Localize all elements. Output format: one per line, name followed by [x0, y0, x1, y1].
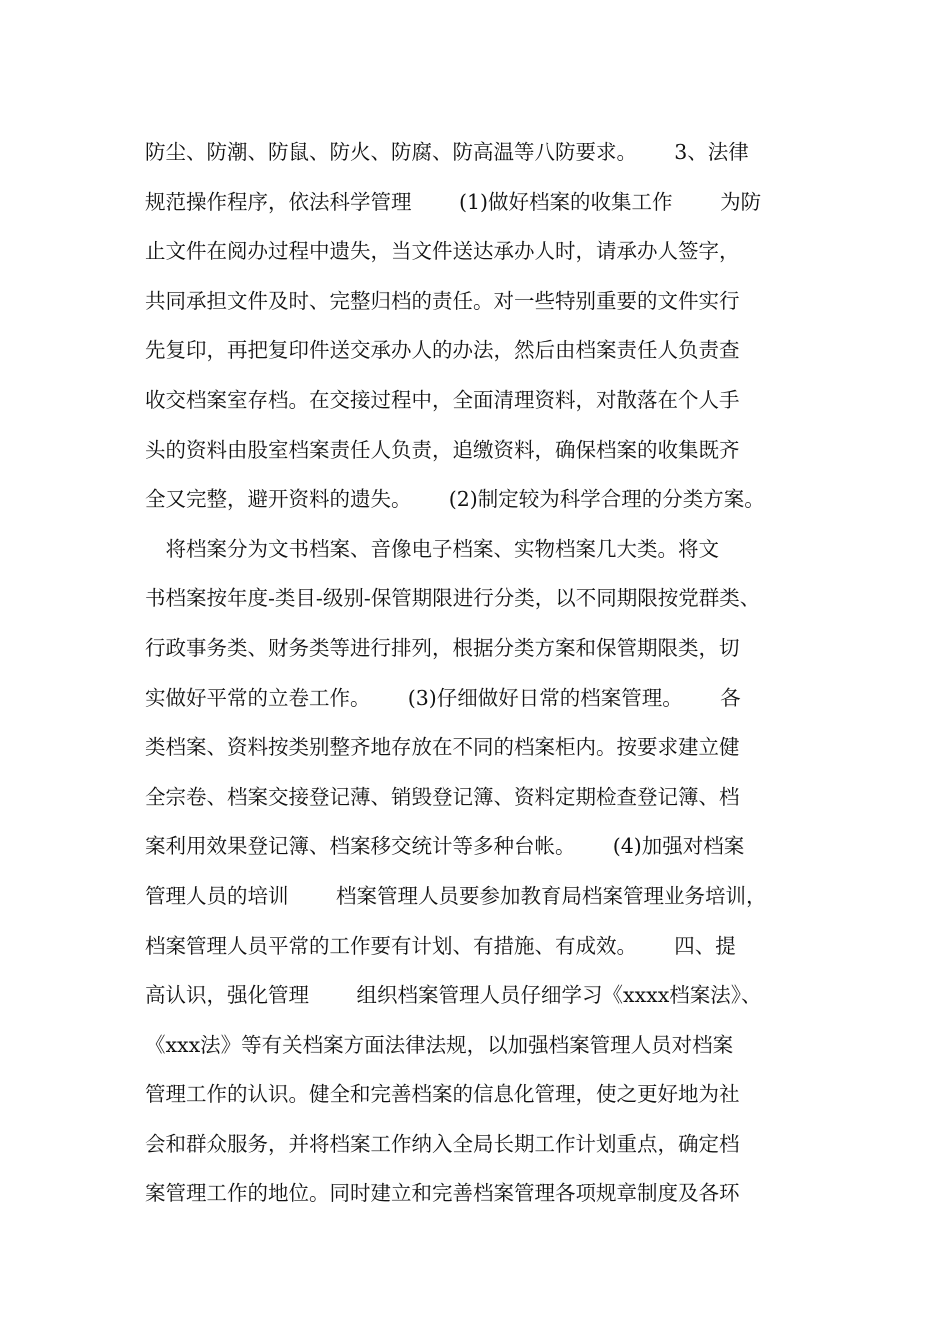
text-line-10: 书档案按年度-类目-级别-保管期限进行分类，以不同期限按党群类、: [145, 586, 761, 611]
body-text: [145, 128, 835, 1219]
text-line-22: 案管理工作的地位。同时建立和完善档案管理各项规章制度及各环: [145, 1181, 740, 1206]
text-line-19: 《xxx法》等有关档案方面法律法规，以加强档案管理人员对档案: [145, 1032, 734, 1057]
text-line-11: 行政事务类、财务类等进行排列，根据分类方案和保管期限类，切: [145, 635, 740, 660]
text-line-17: 档案管理人员平常的工作要有计划、有措施、有成效。 四、提: [145, 933, 736, 958]
text-line-8: 全又完整，避开资料的遗失。 (2)制定较为科学合理的分类方案。: [145, 487, 765, 512]
text-line-5: 先复印，再把复印件送交承办人的办法，然后由档案责任人负责查: [145, 338, 740, 363]
text-line-16: 管理人员的培训 档案管理人员要参加教育局档案管理业务培训，: [145, 883, 767, 908]
text-line-14: 全宗卷、档案交接登记薄、销毁登记簿、资料定期检查登记簿、档: [145, 784, 740, 809]
text-line-12: 实做好平常的立卷工作。 (3)仔细做好日常的档案管理。 各: [145, 685, 741, 710]
text-line-9: 将档案分为文书档案、音像电子档案、实物档案几大类。将文: [145, 536, 719, 561]
text-line-20: 管理工作的认识。健全和完善档案的信息化管理，使之更好地为社: [145, 1082, 740, 1107]
text-line-21: 会和群众服务，并将档案工作纳入全局长期工作计划重点，确定档: [145, 1131, 740, 1156]
text-line-18: 高认识，强化管理 组织档案管理人员仔细学习《xxxx档案法》、: [145, 983, 762, 1008]
text-line-13: 类档案、资料按类别整齐地存放在不同的档案柜内。按要求建立健: [145, 735, 740, 760]
text-line-1: 防尘、防潮、防鼠、防火、防腐、防高温等八防要求。 3、法律: [145, 140, 749, 164]
text-line-15: 案利用效果登记簿、档案移交统计等多种台帐。 (4)加强对档案: [145, 834, 745, 859]
text-line-3: 止文件在阅办过程中遗失，当文件送达承办人时，请承办人签字，: [145, 239, 740, 264]
text-line-4: 共同承担文件及时、完整归档的责任。对一些特别重要的文件实行: [145, 288, 740, 313]
text-line-6: 收交档案室存档。在交接过程中，全面清理资料，对散落在个人手: [145, 387, 740, 412]
text-line-7: 头的资料由股室档案责任人负责，追缴资料，确保档案的收集既齐: [145, 437, 740, 462]
text-line-2: 规范操作程序，依法科学管理 (1)做好档案的收集工作 为防: [145, 189, 762, 214]
